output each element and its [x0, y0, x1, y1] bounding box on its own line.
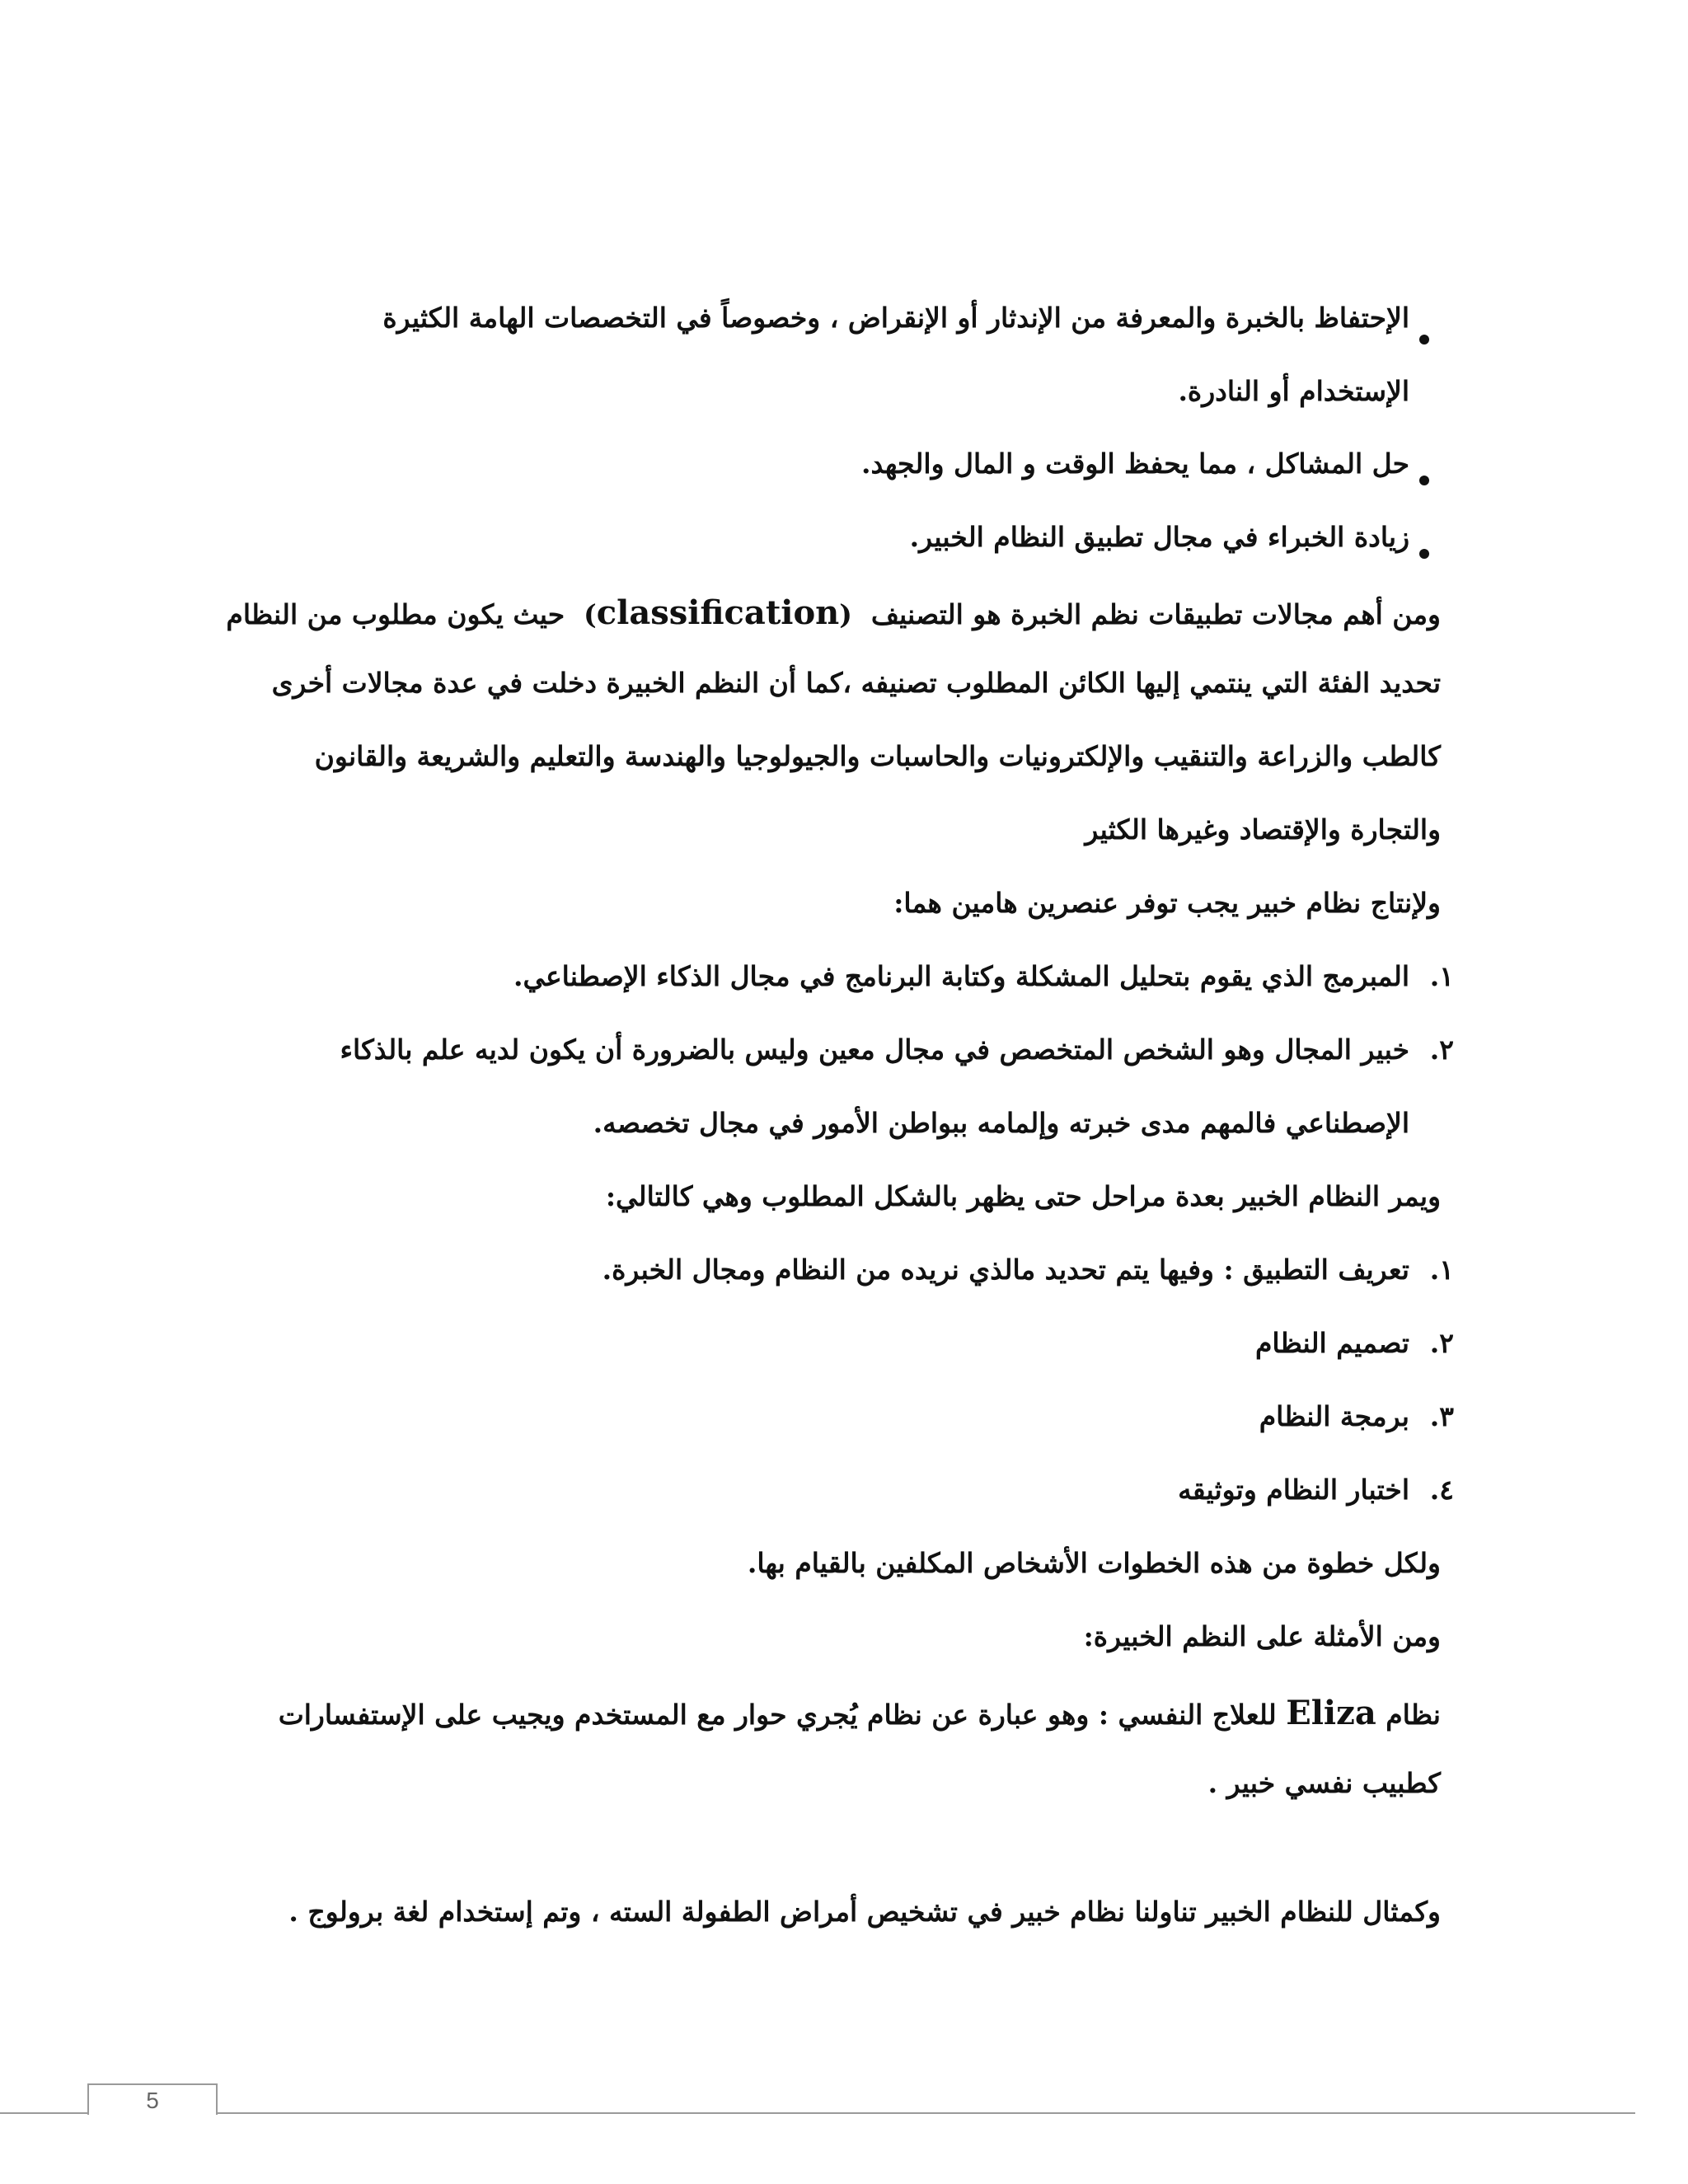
classification-term: classification [596, 593, 840, 632]
paragraph-1-text-start: ومن أهم مجالات تطبيقات نظم الخبرة هو التصنيف [870, 598, 1441, 630]
bullet-marker-2 [1419, 476, 1429, 485]
footer-rule-right [216, 2112, 1635, 2114]
bullet-3-line-1: زيادة الخبراء في مجال تطبيق النظام الخبير. [909, 521, 1409, 553]
stages-list-item-4: اختبار النظام وتوثيقه [1178, 1474, 1409, 1506]
stages-list-number-3: ٣. [1429, 1400, 1454, 1432]
bullet-2-line-1: حل المشاكل ، مما يحفظ الوقت و المال والجهد. [861, 448, 1409, 480]
page-number: 5 [146, 2088, 159, 2113]
bullet-marker-1 [1419, 335, 1429, 344]
elements-list-item-1: المبرمج الذي يقوم بتحليل المشكلة وكتابة البرنامج في مجال الذكاء الإصطناعي. [513, 960, 1409, 992]
bullet-marker-3 [1419, 549, 1429, 559]
paragraph-1-text-end: حيث يكون مطلوب من النظام [226, 598, 565, 630]
paragraph-7: وكمثال للنظام الخبير تناولنا نظام خبير في تشخيص أمراض الطفولة السته ، وتم إستخدام لغة برولوج . [288, 1896, 1441, 1928]
paragraph-1-line-4: والتجارة والإقتصاد وغيرها الكثير [1085, 813, 1441, 846]
footer-rule-left [0, 2112, 87, 2114]
paragraph-1-open-paren: ( [839, 598, 862, 630]
elements-list-item-2-line-1: خبير المجال وهو الشخص المتخصص في مجال معين وليس بالضرورة أن يكون لديه علم بالذكاء [340, 1033, 1409, 1066]
bullet-1-line-2: الإستخدام أو النادرة. [1178, 375, 1409, 407]
paragraph-2: ولإنتاج نظام خبير يجب توفر عنصرين هامين هما: [893, 887, 1441, 919]
eliza-term: Eliza [1286, 1694, 1376, 1732]
stages-list-number-1: ١. [1429, 1254, 1454, 1286]
paragraph-6-prefix: نظام [1386, 1699, 1441, 1731]
elements-list-number-1: ١. [1429, 960, 1454, 992]
stages-list-item-2: تصميم النظام [1254, 1327, 1409, 1359]
paragraph-1-line-2: تحديد الفئة التي ينتمي إليها الكائن المطلوب تصنيفه ،كما أن النظم الخبيرة دخلت في عدة مجالات أخرى [271, 667, 1441, 699]
paragraph-4: ولكل خطوة من هذه الخطوات الأشخاص المكلفين بالقيام بها. [747, 1547, 1441, 1579]
stages-list-item-1: تعريف التطبيق : وفيها يتم تحديد مالذي نريده من النظام ومجال الخبرة. [602, 1254, 1409, 1286]
bullet-1-line-1: الإحتفاظ بالخبرة والمعرفة من الإندثار أو الإنقراض ، وخصوصاً في التخصصات الهامة الكثيرة [382, 302, 1409, 334]
elements-list-item-2-line-2: الإصطناعي فالمهم مدى خبرته وإلمامه ببواطن الأمور في مجال تخصصه. [593, 1107, 1409, 1139]
paragraph-6-line-1 [279, 1694, 1441, 1733]
paragraph-3: ويمر النظام الخبير بعدة مراحل حتى يظهر بالشكل المطلوب وهي كالتالي: [605, 1180, 1441, 1212]
paragraph-6-rest: للعلاج النفسي : وهو عبارة عن نظام يُجري حوار مع المستخدم ويجيب على الإستفسارات [278, 1699, 1277, 1731]
paragraph-1-close-paren: ) [574, 598, 597, 630]
stages-list-number-4: ٤. [1429, 1474, 1454, 1506]
elements-list-number-2: ٢. [1429, 1033, 1454, 1066]
stages-list-number-2: ٢. [1429, 1327, 1454, 1359]
paragraph-1-line-1 [226, 593, 1441, 633]
paragraph-5: ومن الأمثلة على النظم الخبيرة: [1083, 1620, 1441, 1652]
stages-list-item-3: برمجة النظام [1259, 1400, 1409, 1432]
paragraph-1-line-3: كالطب والزراعة والتنقيب والإلكترونيات والحاسبات والجيولوجيا والهندسة والتعليم والشريعة والقانون [314, 740, 1441, 772]
paragraph-6-line-2: كطبيب نفسي خبير . [1207, 1767, 1441, 1799]
